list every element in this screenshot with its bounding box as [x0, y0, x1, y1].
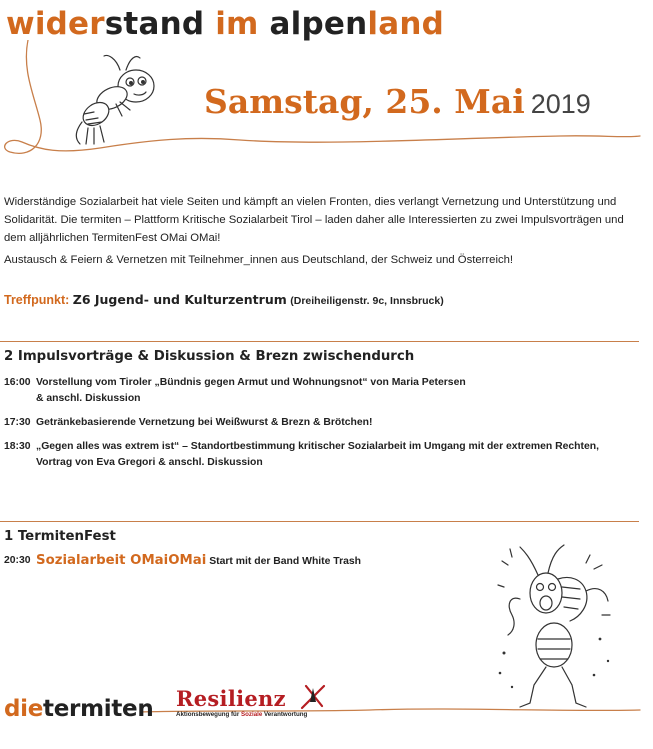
dancing-termite-illustration-icon	[490, 535, 630, 715]
resilienz-tagline	[176, 711, 307, 718]
program-row	[4, 415, 634, 431]
fest-name: Sozialarbeit OMaiOMai	[36, 553, 207, 568]
site-title	[6, 6, 444, 42]
termite-illustration-icon	[60, 52, 170, 152]
program-desc: Vorstellung vom Tiroler „Bündnis gegen Armut und Wohnungsnot“ von Maria Petersen	[36, 377, 466, 388]
event-date	[204, 82, 591, 121]
divider	[0, 521, 639, 522]
resilienz-emblem-icon	[296, 680, 330, 714]
meeting-address: (Dreiheiligenstr. 9c, Innsbruck)	[290, 295, 444, 307]
title-part: im	[215, 6, 259, 42]
tagline-part: Verantwortung	[262, 711, 308, 718]
tagline-part: Aktionsbewegung für	[176, 711, 241, 718]
meeting-label: Treffpunkt:	[4, 293, 70, 307]
logo-part: die	[4, 696, 44, 722]
title-part: land	[367, 6, 444, 42]
tagline-part: Soziale	[240, 711, 263, 718]
logo-part: termiten	[43, 696, 154, 722]
program-desc: Getränkebasierende Vernetzung bei Weißwurst & Brezn & Brötchen!	[36, 417, 373, 428]
program-row	[4, 439, 634, 471]
exchange-text: Austausch & Feiern & Vernetzen mit Teilnehmer_innen aus Deutschland, der Schweiz und Österreich!	[4, 254, 514, 266]
title-part: alpen	[258, 6, 368, 42]
program-desc-cont: Vortrag von Eva Gregori & anschl. Diskussion	[36, 457, 263, 468]
program-time: 18:30	[4, 441, 31, 452]
dietermiten-logo	[4, 696, 153, 722]
program-desc-cont: & anschl. Diskussion	[36, 393, 141, 404]
title-part: stand	[104, 6, 216, 42]
intro-paragraph: Widerständige Sozialarbeit hat viele Seiten und kämpft an vielen Fronten, dies verlangt Vernetzung und Unterstützung und Solidarität. Die termiten – Plattform Kritische Sozialarbeit Tirol – laden daher alle Interessierten zu zwei Impulsvorträgen und dem alljährlichen TermitenFest OMai OMai!	[4, 196, 624, 244]
program-desc: „Gegen alles was extrem ist“ – Standortbestimmung kritischer Sozialarbeit im Umgang mit der extremen Rechten,	[36, 441, 599, 452]
meeting-point	[4, 292, 444, 307]
program-row	[4, 375, 634, 407]
program-title: 2 Impulsvorträge & Diskussion & Brezn zwischendurch	[4, 349, 415, 364]
meeting-venue: Z6 Jugend- und Kulturzentrum	[72, 292, 287, 307]
fest-band: Start mit der Band White Trash	[209, 556, 362, 567]
divider	[0, 341, 639, 342]
title-part: wider	[6, 6, 105, 42]
program-time: 17:30	[4, 417, 31, 428]
program-time: 16:00	[4, 377, 31, 388]
date-text: Samstag, 25. Mai	[204, 82, 525, 121]
fest-time: 20:30	[4, 555, 31, 566]
resilienz-logo	[176, 688, 307, 718]
resilienz-wordmark: Resilienz	[176, 686, 286, 711]
year-text: 2019	[530, 89, 591, 119]
fest-title: 1 TermitenFest	[4, 529, 116, 544]
